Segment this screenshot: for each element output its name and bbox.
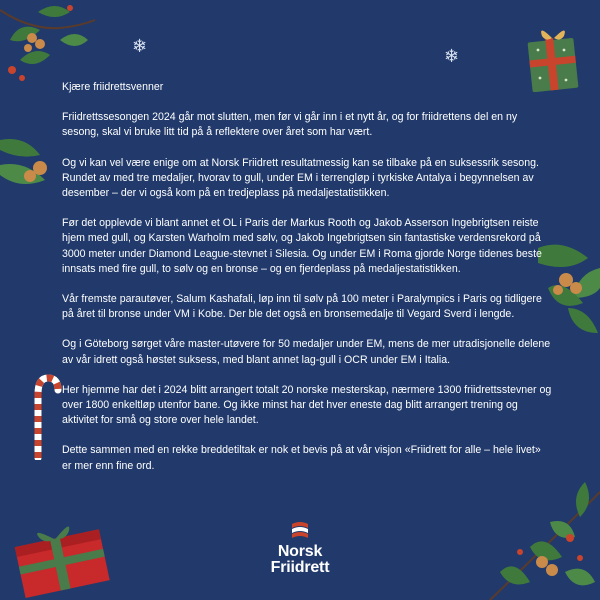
logo-emblem-icon	[288, 520, 312, 542]
paragraph: Og i Göteborg sørget våre master-utøvere for 50 medaljer under EM, mens de mer utradisjonelle delene av vår idrett også høstet suksess, med blant annet lag-gull i OCR under EM i Italia.	[62, 338, 551, 366]
holly-left	[0, 130, 60, 200]
greeting: Kjære friidrettsvenner	[62, 81, 164, 93]
snowflake-icon: ❄	[132, 36, 148, 56]
holly-branch-top-left	[0, 0, 100, 85]
logo-line-2: Friidrett	[270, 559, 330, 576]
norsk-friidrett-logo	[264, 520, 336, 576]
logo-line-1: Norsk	[277, 543, 323, 560]
red-gift-icon	[8, 508, 112, 600]
candy-cane-icon	[28, 372, 64, 460]
paragraph: Før det opplevde vi blant annet et OL i Paris der Markus Rooth og Jakob Asserson Ingebrigtsen reiste hjem med gull, og Karsten Warholm med sølv, og Jakob Ingebrigtsen sin fantastiske verdensrekord på 3000 meter under Diamond League-stevnet i Silesia. Og under EM i Roma gjorde Norge tidenes beste innsats med fire gull, to sølv og en bronse – og en fjerdeplass på medaljestatistikken.	[62, 217, 542, 275]
snowflake-icon: ❄	[444, 46, 460, 66]
paragraph: Vår fremste parautøver, Salum Kashafali, løp inn til sølv på 100 meter i Paralympics i Paris og tidligere på året til bronse under VM i Kobe. Der ble det også en bronsemedalje til Vegard Sverd i lengde.	[62, 293, 542, 321]
paragraph: Dette sammen med en rekke breddetiltak er nok et bevis på at vår visjon «Friidrett for alle – hele livet» er mer enn fine ord.	[62, 444, 541, 472]
paragraph: Her hjemme har det i 2024 blitt arrangert totalt 20 norske mesterskap, nærmere 1300 friidrettsstevner og over 1800 enkeltløp utenfor bane. Og ikke minst har det hver eneste dag blitt arrangert trening og aktivitet for små og store over hele landet.	[62, 383, 552, 427]
paragraph: Friidrettssesongen 2024 går mot slutten, men før vi går inn i et nytt år, og for friidrettens del en ny sesong, skal vi bruke litt tid på å reflektere over året som har vært.	[62, 111, 518, 139]
paragraph: Og vi kan vel være enige om at Norsk Friidrett resultatmessig kan se tilbake på en suksessrik sesong. Rundet av med tre medaljer, hvorav to gull, under EM i terrengløp i tyrkiske Antalya i begynnelsen av desember – der vi også kom på en tredjeplass på medaljestatistikken.	[62, 156, 539, 200]
letter-body	[62, 80, 552, 489]
